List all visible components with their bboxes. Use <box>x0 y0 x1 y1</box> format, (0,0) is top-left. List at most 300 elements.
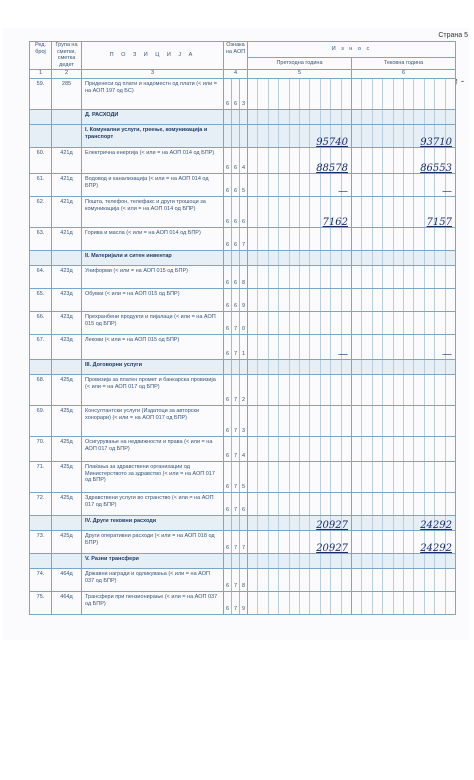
aop-digit <box>224 251 232 265</box>
curr-year-amount[interactable] <box>352 516 456 531</box>
prev-year-amount[interactable] <box>248 406 352 437</box>
position-name: Пошта, телефон, телефакс и други трошоци за комуникација (< или = на АОП 014 од БПР) <box>82 197 224 228</box>
aop-digits <box>224 531 247 553</box>
row-number: 67. <box>30 335 52 360</box>
section-row <box>30 110 456 125</box>
table-row <box>30 493 456 516</box>
row-number: 59. <box>30 79 52 110</box>
position-name: Здравствени услуги во странство (< или = на АОП 017 од БПР) <box>82 493 224 516</box>
prev-year-amount[interactable] <box>248 462 352 493</box>
aop-digit: 9 <box>241 303 246 309</box>
digit-grid <box>248 360 351 374</box>
row-number: 75. <box>30 592 52 615</box>
curr-year-amount[interactable] <box>352 266 456 289</box>
digit-grid <box>248 312 351 334</box>
aop-digit: 6 <box>232 148 240 173</box>
aop-digit: 8 <box>241 280 246 286</box>
aop-digit <box>224 110 232 124</box>
prev-year-amount[interactable] <box>248 125 352 148</box>
prev-year-amount[interactable] <box>248 79 352 110</box>
position-name: Провизија за платен промет и банкарска провизија (< или = на АОП 017 од БПР) <box>82 375 224 406</box>
account-group: 423д <box>52 266 82 289</box>
aop-digit: 6 <box>224 174 232 196</box>
handwritten-value: 20927 <box>316 519 348 531</box>
account-group: 425д <box>52 437 82 462</box>
aop-digits <box>224 437 247 461</box>
prev-year-amount[interactable] <box>248 228 352 251</box>
col-prev-year-header: Претходна година <box>248 58 352 70</box>
aop-digit: 7 <box>232 531 240 553</box>
row-number: 74. <box>30 569 52 592</box>
aop-digit <box>224 360 232 374</box>
digit-grid <box>248 79 351 109</box>
aop-digits <box>224 335 247 359</box>
digit-grid <box>248 289 351 311</box>
digit-grid <box>352 312 455 334</box>
digit-grid <box>352 375 455 405</box>
prev-year-amount[interactable] <box>248 335 352 360</box>
curr-year-amount[interactable] <box>352 437 456 462</box>
aop-digit: 7 <box>241 545 246 551</box>
table-row <box>30 335 456 360</box>
position-name: Други оперативни расходи (< или = на АОП 018 од БПР) <box>82 531 224 554</box>
account-group: 421д <box>52 228 82 251</box>
expense-table <box>29 41 456 615</box>
row-number <box>30 110 52 125</box>
aop-code <box>224 569 248 592</box>
account-group: 421д <box>52 174 82 197</box>
aop-digit: 6 <box>224 148 232 173</box>
handwritten-value: 88578 <box>316 162 348 174</box>
curr-year-amount[interactable] <box>352 462 456 493</box>
position-name: IV. Други тековни расходи <box>82 516 224 531</box>
prev-year-amount[interactable] <box>248 493 352 516</box>
position-name: Д. РАСХОДИ <box>82 110 224 125</box>
prev-year-amount[interactable] <box>248 110 352 125</box>
curr-year-amount[interactable] <box>352 569 456 592</box>
row-number: 70. <box>30 437 52 462</box>
curr-year-amount[interactable] <box>352 228 456 251</box>
aop-digit: 8 <box>241 583 246 589</box>
aop-digit: 6 <box>224 569 232 591</box>
col-curr-year-header: Тековна година <box>352 58 456 70</box>
handwritten-value: 93710 <box>420 136 452 148</box>
handwritten-value: 24292 <box>420 519 452 531</box>
col-rb-header: Ред. број <box>30 42 52 70</box>
aop-digits <box>224 125 247 147</box>
curr-year-amount[interactable] <box>352 251 456 266</box>
col-amount-header: И з н о с <box>248 42 456 58</box>
col-num-5: 5 <box>248 70 352 79</box>
row-number: 73. <box>30 531 52 554</box>
digit-grid <box>352 79 455 109</box>
digit-grid <box>352 174 455 196</box>
account-group: 425д <box>52 493 82 516</box>
position-name: Униформи (< или = на АОП 015 од БПР) <box>82 266 224 289</box>
table-row <box>30 228 456 251</box>
handwritten-tick-mark: ↑ - <box>454 76 464 86</box>
aop-digit <box>224 125 232 147</box>
table-row <box>30 174 456 197</box>
aop-code <box>224 406 248 437</box>
digit-grid <box>248 493 351 515</box>
aop-digits <box>224 289 247 311</box>
aop-digit: 5 <box>241 484 246 490</box>
aop-digit: 3 <box>241 101 246 107</box>
handwritten-value: 7162 <box>322 216 348 228</box>
digit-grid <box>352 289 455 311</box>
aop-digit: 7 <box>232 493 240 515</box>
handwritten-value: 24292 <box>420 542 452 554</box>
position-name: V. Разни трансфери <box>82 554 224 569</box>
aop-digit: 6 <box>224 228 232 250</box>
aop-code <box>224 437 248 462</box>
prev-year-amount[interactable] <box>248 531 352 554</box>
aop-digits <box>224 493 247 515</box>
digit-grid <box>352 437 455 461</box>
aop-digit: 6 <box>224 406 232 436</box>
aop-digits <box>224 79 247 109</box>
col-num-6: 6 <box>352 70 456 79</box>
prev-year-amount[interactable] <box>248 437 352 462</box>
row-number: 72. <box>30 493 52 516</box>
aop-digit: 6 <box>232 174 240 196</box>
page-label: Страна 5 <box>438 32 468 39</box>
aop-code <box>224 197 248 228</box>
digit-grid <box>248 375 351 405</box>
handwritten-value: 86553 <box>420 162 452 174</box>
aop-digit <box>232 125 240 147</box>
digit-grid <box>248 437 351 461</box>
position-name: Горива и масла (< или = на АОП 014 од БПР) <box>82 228 224 251</box>
prev-year-amount[interactable] <box>248 266 352 289</box>
aop-digit: 7 <box>232 375 240 405</box>
aop-digit: 2 <box>241 397 246 403</box>
aop-digit <box>240 110 247 124</box>
row-number: 61. <box>30 174 52 197</box>
curr-year-amount[interactable] <box>352 174 456 197</box>
curr-year-amount[interactable] <box>352 148 456 174</box>
curr-year-amount[interactable] <box>352 554 456 569</box>
account-group <box>52 110 82 125</box>
digit-grid <box>352 592 455 614</box>
prev-year-amount[interactable] <box>248 197 352 228</box>
position-name: I. Комунални услуги, греење, комуникација и транспорт <box>82 125 224 148</box>
row-number: 65. <box>30 289 52 312</box>
aop-digits <box>224 360 247 374</box>
aop-code <box>224 266 248 289</box>
aop-code <box>224 462 248 493</box>
aop-digits <box>224 251 247 265</box>
aop-code <box>224 289 248 312</box>
account-group: 423д <box>52 312 82 335</box>
digit-grid <box>352 462 455 492</box>
account-group: 425д <box>52 531 82 554</box>
section-row <box>30 125 456 148</box>
aop-digit <box>232 110 240 124</box>
aop-digit: 6 <box>224 493 232 515</box>
digit-grid <box>352 554 455 568</box>
digit-grid <box>248 554 351 568</box>
aop-digit: 4 <box>241 453 246 459</box>
position-name: Електрична енергија (< или = на АОП 014 од БПР) <box>82 148 224 174</box>
handwritten-value: — <box>338 348 348 360</box>
prev-year-amount[interactable] <box>248 592 352 615</box>
row-number: 60. <box>30 148 52 174</box>
table-row <box>30 148 456 174</box>
aop-digit: 6 <box>224 462 232 492</box>
aop-digit: 6 <box>232 197 240 227</box>
curr-year-amount[interactable] <box>352 531 456 554</box>
aop-digit: 7 <box>232 437 240 461</box>
table-row <box>30 406 456 437</box>
aop-digit: 6 <box>224 335 232 359</box>
row-number: 66. <box>30 312 52 335</box>
account-group: 425д <box>52 462 82 493</box>
aop-digits <box>224 148 247 173</box>
aop-code <box>224 554 248 569</box>
digit-grid <box>352 406 455 436</box>
aop-digit: 7 <box>232 312 240 334</box>
account-group <box>52 516 82 531</box>
aop-digit: 5 <box>241 188 246 194</box>
aop-code <box>224 335 248 360</box>
table-row <box>30 375 456 406</box>
aop-digit: 7 <box>232 406 240 436</box>
account-group <box>52 125 82 148</box>
aop-digit <box>224 554 232 568</box>
aop-digit: 0 <box>241 326 246 332</box>
handwritten-value: 7157 <box>426 216 452 228</box>
col-aop-header: Ознака на АОП <box>224 42 248 70</box>
aop-digit <box>240 554 247 568</box>
aop-code <box>224 375 248 406</box>
curr-year-amount[interactable] <box>352 110 456 125</box>
row-number <box>30 554 52 569</box>
aop-digit: 6 <box>232 266 240 288</box>
aop-digit: 7 <box>232 335 240 359</box>
aop-digit: 6 <box>224 531 232 553</box>
col-num-4: 4 <box>224 70 248 79</box>
row-number <box>30 125 52 148</box>
curr-year-amount[interactable] <box>352 406 456 437</box>
aop-digit <box>240 125 247 147</box>
aop-digit: 3 <box>241 428 246 434</box>
digit-grid <box>352 110 455 124</box>
prev-year-amount[interactable] <box>248 360 352 375</box>
aop-digits <box>224 554 247 568</box>
aop-digit: 6 <box>224 592 232 614</box>
aop-code <box>224 174 248 197</box>
position-name: Трансфери при пензионирање (< или = на АОП 037 од БПР) <box>82 592 224 615</box>
table-row <box>30 266 456 289</box>
digit-grid <box>248 266 351 288</box>
account-group: 285 <box>52 79 82 110</box>
prev-year-amount[interactable] <box>248 569 352 592</box>
table-row <box>30 437 456 462</box>
curr-year-amount[interactable] <box>352 289 456 312</box>
account-group: 464д <box>52 592 82 615</box>
aop-code <box>224 312 248 335</box>
aop-digit: 1 <box>241 351 246 357</box>
aop-digits <box>224 406 247 436</box>
handwritten-value: 95740 <box>316 136 348 148</box>
account-group: 421д <box>52 148 82 174</box>
aop-digit <box>232 360 240 374</box>
account-group: 423д <box>52 289 82 312</box>
aop-digits <box>224 266 247 288</box>
row-number: 69. <box>30 406 52 437</box>
digit-grid <box>248 228 351 250</box>
aop-digit: 6 <box>224 437 232 461</box>
digit-grid <box>352 266 455 288</box>
digit-grid <box>352 251 455 265</box>
section-row <box>30 251 456 266</box>
row-number <box>30 251 52 266</box>
aop-digit <box>240 360 247 374</box>
row-number: 63. <box>30 228 52 251</box>
col-num-3: 3 <box>82 70 224 79</box>
account-group <box>52 251 82 266</box>
aop-digit: 6 <box>224 266 232 288</box>
aop-digit: 6 <box>224 289 232 311</box>
position-name: II. Материјали и ситен инвентар <box>82 251 224 266</box>
row-number: 64. <box>30 266 52 289</box>
position-name: Водовод и канализација (< или = на АОП 014 од БПР) <box>82 174 224 197</box>
prev-year-amount[interactable] <box>248 554 352 569</box>
aop-digits <box>224 592 247 614</box>
curr-year-amount[interactable] <box>352 375 456 406</box>
digit-grid <box>248 569 351 591</box>
curr-year-amount[interactable] <box>352 335 456 360</box>
aop-digit: 7 <box>232 569 240 591</box>
prev-year-amount[interactable] <box>248 289 352 312</box>
aop-digit <box>240 251 247 265</box>
digit-grid <box>352 335 455 359</box>
prev-year-amount[interactable] <box>248 148 352 174</box>
account-group: 423д <box>52 335 82 360</box>
prev-year-amount[interactable] <box>248 375 352 406</box>
digit-grid <box>248 251 351 265</box>
aop-code <box>224 360 248 375</box>
table-row <box>30 531 456 554</box>
aop-digit: 6 <box>224 79 232 109</box>
table-row <box>30 462 456 493</box>
digit-grid <box>248 110 351 124</box>
aop-digit <box>232 516 240 530</box>
curr-year-amount[interactable] <box>352 360 456 375</box>
curr-year-amount[interactable] <box>352 125 456 148</box>
position-name: III. Договорни услуги <box>82 360 224 375</box>
position-name: Прехранбени продукти и пијалаци (< или = на АОП 015 од БПР) <box>82 312 224 335</box>
account-group: 421д <box>52 197 82 228</box>
prev-year-amount[interactable] <box>248 251 352 266</box>
account-group: 425д <box>52 375 82 406</box>
handwritten-value: — <box>442 348 452 360</box>
row-number: 71. <box>30 462 52 493</box>
aop-digit <box>232 554 240 568</box>
aop-digit: 7 <box>232 592 240 614</box>
aop-digit: 6 <box>241 219 246 225</box>
col-num-2: 2 <box>52 70 82 79</box>
aop-digit: 7 <box>232 462 240 492</box>
position-name: Државни награди и одликувања (< или = на АОП 037 од БПР) <box>82 569 224 592</box>
curr-year-amount[interactable] <box>352 79 456 110</box>
aop-digits <box>224 569 247 591</box>
table-body <box>30 79 456 615</box>
aop-code <box>224 125 248 148</box>
prev-year-amount[interactable] <box>248 174 352 197</box>
position-name: Плаќања за здравствени организации од Министерството за здравство (< или = на АОП 017 од БПР) <box>82 462 224 493</box>
aop-digit: 7 <box>241 242 246 248</box>
aop-digits <box>224 197 247 227</box>
aop-code <box>224 228 248 251</box>
col-num-1: 1 <box>30 70 52 79</box>
col-position-header: П О З И Ц И Ј А <box>82 42 224 70</box>
prev-year-amount[interactable] <box>248 312 352 335</box>
digit-grid <box>248 174 351 196</box>
table-row <box>30 197 456 228</box>
row-number: 68. <box>30 375 52 406</box>
col-group-header: Група на сметки, сметка дедет <box>52 42 82 70</box>
curr-year-amount[interactable] <box>352 493 456 516</box>
curr-year-amount[interactable] <box>352 197 456 228</box>
account-group: 464д <box>52 569 82 592</box>
position-name: Лекови (< или = на АОП 015 од БПР) <box>82 335 224 360</box>
aop-digit: 9 <box>241 606 246 612</box>
aop-code <box>224 493 248 516</box>
aop-code <box>224 148 248 174</box>
digit-grid <box>248 406 351 436</box>
digit-grid <box>352 493 455 515</box>
aop-digit <box>240 516 247 530</box>
position-name: Приденеси од плати и надоместн од плати (< или = на АОП 197 од БС) <box>82 79 224 110</box>
row-number <box>30 516 52 531</box>
aop-digit: 6 <box>232 228 240 250</box>
aop-digits <box>224 110 247 124</box>
section-row <box>30 360 456 375</box>
section-row <box>30 516 456 531</box>
aop-digits <box>224 375 247 405</box>
row-number: 62. <box>30 197 52 228</box>
handwritten-value: — <box>338 185 348 197</box>
row-number <box>30 360 52 375</box>
aop-digit: 6 <box>232 289 240 311</box>
curr-year-amount[interactable] <box>352 312 456 335</box>
aop-digit: 6 <box>224 312 232 334</box>
aop-digit: 6 <box>232 79 240 109</box>
account-group <box>52 554 82 569</box>
handwritten-value: — <box>442 185 452 197</box>
table-row <box>30 312 456 335</box>
aop-digits <box>224 174 247 196</box>
aop-digits <box>224 312 247 334</box>
aop-code <box>224 110 248 125</box>
aop-digit: 6 <box>241 507 246 513</box>
aop-digit <box>232 251 240 265</box>
table-row <box>30 592 456 615</box>
prev-year-amount[interactable] <box>248 516 352 531</box>
curr-year-amount[interactable] <box>352 592 456 615</box>
aop-digits <box>224 462 247 492</box>
digit-grid <box>352 360 455 374</box>
position-name: Консултантски услуги (Издатоци за авторски хонорари) (< или = на АОП 017 од БПР) <box>82 406 224 437</box>
aop-digit: 6 <box>224 375 232 405</box>
aop-digit: 6 <box>224 197 232 227</box>
aop-code <box>224 79 248 110</box>
digit-grid <box>352 569 455 591</box>
position-name: Осигурување на недвижности и права (< или = на АОП 017 од БПР) <box>82 437 224 462</box>
